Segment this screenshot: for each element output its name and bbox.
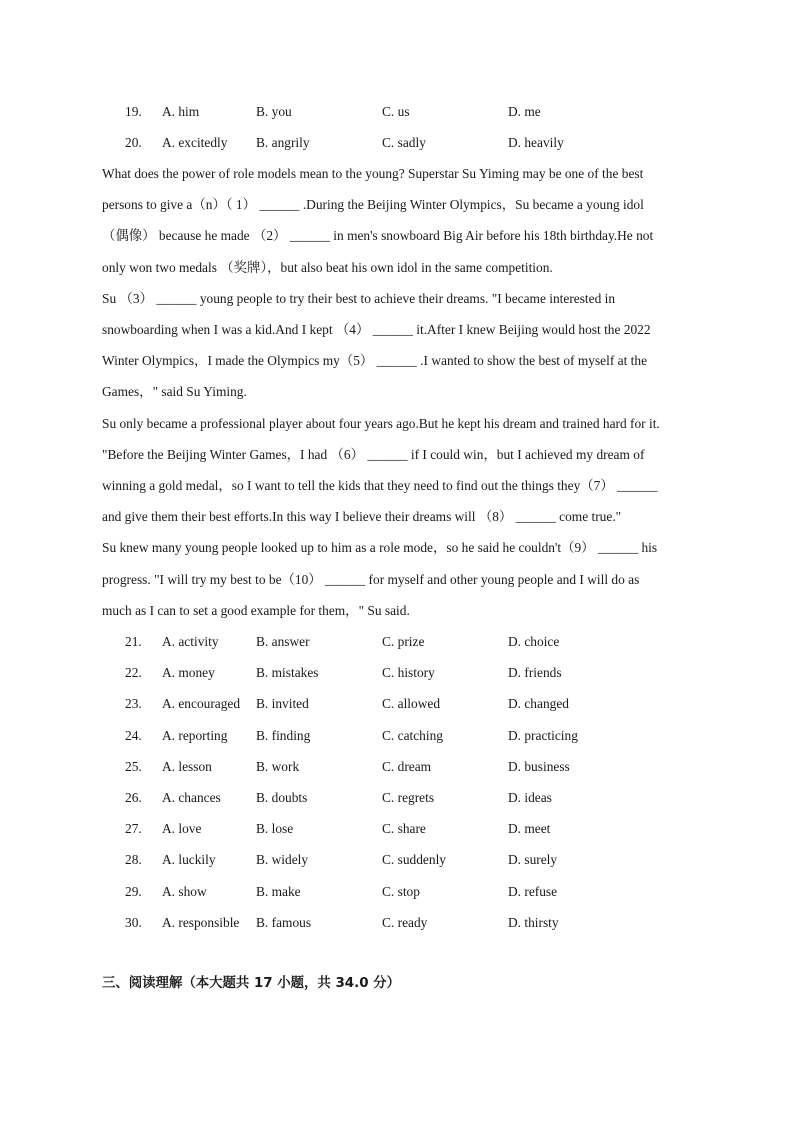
option-a: A. luckily	[162, 852, 216, 867]
option-d: D. choice	[508, 634, 560, 649]
option-a: A. responsible	[162, 915, 240, 930]
question-number: 26.	[125, 790, 142, 805]
option-c: C. dream	[382, 759, 432, 774]
option-a: A. chances	[162, 790, 221, 805]
option-b: B. invited	[256, 696, 309, 711]
option-d: D. business	[508, 759, 570, 774]
option-d: D. friends	[508, 665, 562, 680]
option-c: C. suddenly	[382, 852, 446, 867]
option-c: C. us	[382, 104, 410, 119]
option-a: A. show	[162, 884, 207, 899]
option-c: C. ready	[382, 915, 428, 930]
option-c: C. history	[382, 665, 435, 680]
question-number: 29.	[125, 884, 142, 899]
passage-line: much as I can to set a good example for them，" Su said.	[102, 603, 410, 618]
option-a: A. him	[162, 104, 200, 119]
option-a: A. love	[162, 821, 202, 836]
option-d: D. heavily	[508, 135, 564, 150]
question-number: 19.	[125, 104, 142, 119]
passage-line: snowboarding when I was a kid.And I kept （4） ______ it.After I knew Beijing would host the 2022	[102, 322, 651, 337]
option-c: C. stop	[382, 884, 420, 899]
passage-line: Winter Olympics，I made the Olympics my（5） ______ .I wanted to show the best of myself at the	[102, 353, 648, 368]
passage-line: Games，" said Su Yiming.	[102, 384, 247, 399]
passage-line: Su only became a professional player about four years ago.But he kept his dream and trained hard for it.	[102, 416, 660, 431]
option-b: B. lose	[256, 821, 294, 836]
option-b: B. you	[256, 104, 292, 119]
option-c: C. regrets	[382, 790, 435, 805]
passage-line: （偶像） because he made （2） ______ in men's snowboard Big Air before his 18th birthday.He not	[102, 228, 654, 243]
option-a: A. encouraged	[162, 696, 241, 711]
option-d: D. surely	[508, 852, 558, 867]
question-number: 27.	[125, 821, 142, 836]
question-number: 22.	[125, 665, 142, 680]
option-b: B. widely	[256, 852, 309, 867]
option-c: C. share	[382, 821, 426, 836]
passage-line: winning a gold medal，so I want to tell the kids that they need to find out the things they（7） ______	[102, 478, 658, 493]
option-c: C. prize	[382, 634, 425, 649]
option-b: B. famous	[256, 915, 312, 930]
option-b: B. make	[256, 884, 301, 899]
option-c: C. sadly	[382, 135, 426, 150]
option-a: A. reporting	[162, 728, 228, 743]
option-d: D. meet	[508, 821, 551, 836]
question-number: 20.	[125, 135, 142, 150]
option-d: D. refuse	[508, 884, 558, 899]
option-c: C. allowed	[382, 696, 441, 711]
question-number: 28.	[125, 852, 142, 867]
passage-line: Su （3） ______ young people to try their best to achieve their dreams. "I became interested in	[102, 291, 616, 306]
option-b: B. angrily	[256, 135, 310, 150]
section-heading: 三、阅读理解（本大题共 17 小题，共 34.0 分）	[102, 976, 400, 991]
question-number: 25.	[125, 759, 142, 774]
question-number: 23.	[125, 696, 142, 711]
passage-line: Su knew many young people looked up to him as a role mode，so he said he couldn't（9） ______ his	[102, 540, 658, 555]
passage-line: only won two medals （奖牌），but also beat his own idol in the same competition.	[102, 260, 553, 275]
option-d: D. practicing	[508, 728, 578, 743]
option-a: A. activity	[162, 634, 219, 649]
option-a: A. excitedly	[162, 135, 228, 150]
question-number: 21.	[125, 634, 142, 649]
option-b: B. doubts	[256, 790, 308, 805]
passage-line: progress. "I will try my best to be（10） ______ for myself and other young people and I will do as	[102, 572, 640, 587]
option-a: A. money	[162, 665, 215, 680]
option-c: C. catching	[382, 728, 443, 743]
option-d: D. me	[508, 104, 541, 119]
passage-line: and give them their best efforts.In this way I believe their dreams will （8） ______ come true."	[102, 509, 622, 524]
passage-line: "Before the Beijing Winter Games，I had （6） ______ if I could win，but I achieved my dream of	[102, 447, 645, 462]
option-b: B. mistakes	[256, 665, 319, 680]
option-d: D. changed	[508, 696, 569, 711]
passage-line: What does the power of role models mean to the young? Superstar Su Yiming may be one of the best	[102, 166, 644, 181]
option-a: A. lesson	[162, 759, 212, 774]
option-d: D. ideas	[508, 790, 552, 805]
passage-line: persons to give a（n）（ 1） ______ .During the Beijing Winter Olympics，Su became a young idol	[102, 197, 644, 212]
option-b: B. work	[256, 759, 300, 774]
option-d: D. thirsty	[508, 915, 559, 930]
question-number: 30.	[125, 915, 142, 930]
option-b: B. answer	[256, 634, 310, 649]
question-number: 24.	[125, 728, 142, 743]
option-b: B. finding	[256, 728, 311, 743]
